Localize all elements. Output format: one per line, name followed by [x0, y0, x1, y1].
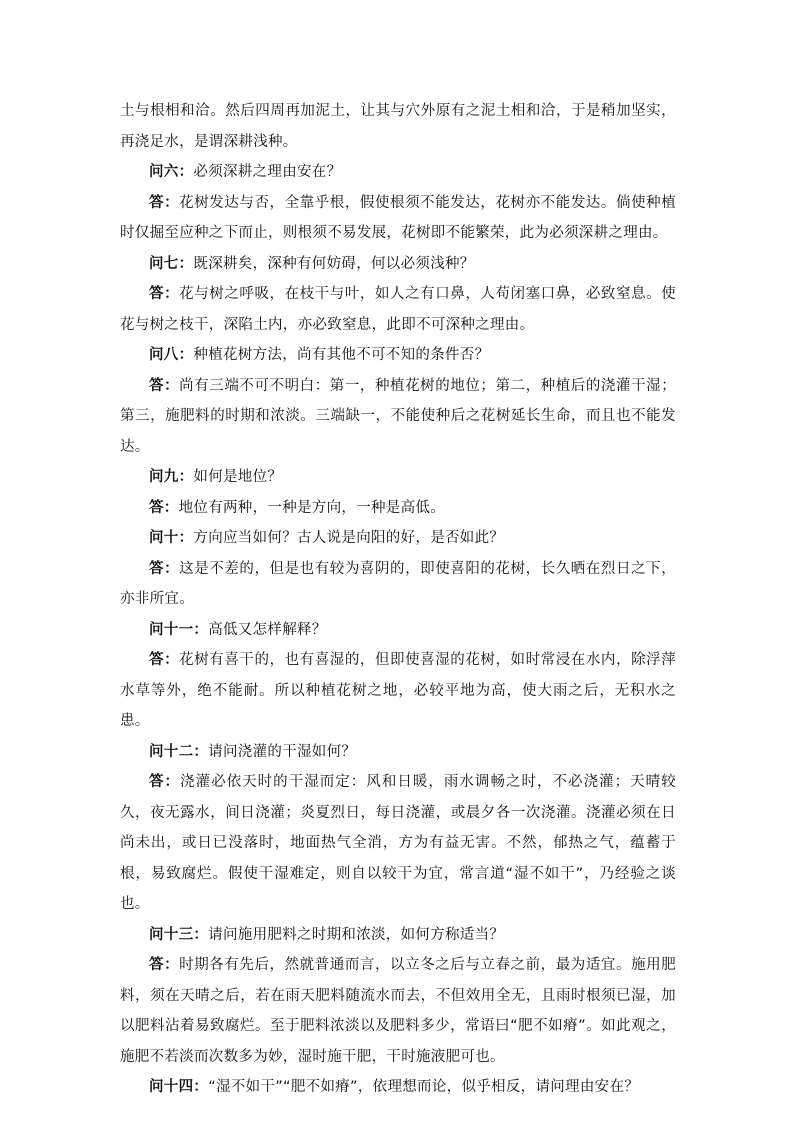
answer-text: 浇灌必依天时的干湿而定：风和日暖，雨水调畅之时，不必浇灌；天晴较久，夜无露水，间日浇灌；炎夏烈日，每日浇灌，或晨夕各一次浇灌。浇灌必须在日尚未出，或日已没落时，地面热气全消，方为有益无害。不然，郁热之气，蕴蓄于根，易致腐烂。假使干湿难定，则自以较干为宜，常言道“湿不如干”，乃经验之谈也。 — [120, 774, 676, 912]
document-body — [120, 96, 676, 1103]
question-paragraph — [120, 157, 676, 188]
answer-text: 地位有两种，一种是方向，一种是高低。 — [178, 499, 446, 516]
paragraph-text: 土与根相和洽。然后四周再加泥土，让其与穴外原有之泥土相和洽，于是稍加坚实，再浇足水，是谓深耕浅种。 — [120, 103, 676, 150]
question-text: 方向应当如何？古人说是向阳的好，是否如此？ — [193, 530, 505, 546]
question-text: “湿不如干”“肥不如瘠”，依理想而论，似乎相反，请问理由安在？ — [208, 1079, 640, 1095]
question-paragraph — [120, 920, 676, 951]
answer-label: 答： — [149, 774, 181, 790]
question-label: 问十四： — [149, 1079, 209, 1095]
answer-text: 这是不差的，但是也有较为喜阴的，即使喜阳的花树，长久晒在烈日之下，亦非所宜。 — [120, 560, 676, 607]
question-text: 必须深耕之理由安在？ — [193, 164, 342, 180]
answer-text: 时期各有先后，然就普通而言，以立冬之后与立春之前，最为适宜。施用肥料，须在天晴之后，若在雨天肥料随流水而去，不但效用全无，且雨时根须已湿，加以肥料沾着易致腐烂。至于肥料浓淡以及肥料多少，常语曰“肥不如瘠”。如此观之，施肥不若淡而次数多为妙，湿时施干肥，干时施液肥可也。 — [120, 957, 676, 1065]
answer-text: 花与树之呼吸，在枝干与叶，如人之有口鼻，人苟闭塞口鼻，必致窒息。使花与树之枝干，深陷土内，亦必致窒息，此即不可深种之理由。 — [120, 286, 676, 333]
answer-label: 答： — [149, 377, 180, 394]
answer-text: 花树发达与否，全靠乎根，假使根须不能发达，花树亦不能发达。倘使种植时仅掘至应种之下而止，则根须不易发展，花树即不能繁荣，此为必须深耕之理由。 — [120, 194, 676, 241]
answer-paragraph — [120, 645, 676, 737]
answer-label: 答： — [149, 957, 180, 973]
answer-paragraph — [120, 554, 676, 615]
answer-paragraph — [120, 493, 676, 524]
answer-label: 答： — [149, 194, 180, 211]
answer-paragraph — [120, 950, 676, 1072]
question-text: 既深耕矣，深种有何妨碍，何以必须浅种？ — [193, 255, 475, 272]
answer-paragraph — [120, 188, 676, 249]
answer-label: 答： — [149, 499, 179, 516]
answer-text: 尚有三端不可不明白：第一，种植花树的地位；第二，种植后的浇灌干湿；第三，施肥料的时期和浓淡。三端缺一，不能使种后之花树延长生命，而且也不能发达。 — [120, 377, 676, 455]
question-paragraph — [120, 737, 676, 768]
answer-text: 花树有喜干的，也有喜湿的，但即使喜湿的花树，如时常浸在水内，除浮萍水草等外，绝不能耐。所以种植花树之地，必较平地为高，使大雨之后，无积水之患。 — [120, 652, 676, 729]
answer-paragraph — [120, 279, 676, 340]
question-paragraph — [120, 1072, 676, 1103]
question-label: 问八： — [149, 347, 194, 363]
question-label: 问六： — [149, 164, 194, 180]
answer-paragraph — [120, 371, 676, 463]
question-paragraph — [120, 462, 676, 493]
answer-label: 答： — [149, 652, 180, 668]
question-label: 问十一： — [149, 621, 209, 638]
question-paragraph — [120, 523, 676, 554]
question-label: 问十二： — [149, 743, 209, 760]
question-label: 问九： — [149, 469, 194, 485]
question-label: 问十三： — [149, 926, 209, 943]
paragraph-continuation — [120, 96, 676, 157]
answer-paragraph — [120, 767, 676, 920]
question-text: 请问浇灌的干湿如何？ — [208, 743, 357, 760]
answer-label: 答： — [149, 286, 180, 302]
answer-label: 答： — [149, 560, 180, 577]
question-paragraph — [120, 340, 676, 371]
question-text: 高低又怎样解释？ — [208, 621, 327, 638]
question-label: 问十： — [149, 530, 194, 546]
question-text: 种植花树方法，尚有其他不可不知的条件否？ — [193, 347, 490, 363]
question-text: 如何是地位？ — [193, 469, 283, 485]
question-paragraph — [120, 249, 676, 280]
question-label: 问七： — [149, 255, 194, 272]
question-text: 请问施用肥料之时期和浓淡，如何方称适当？ — [208, 926, 505, 943]
question-paragraph — [120, 615, 676, 646]
